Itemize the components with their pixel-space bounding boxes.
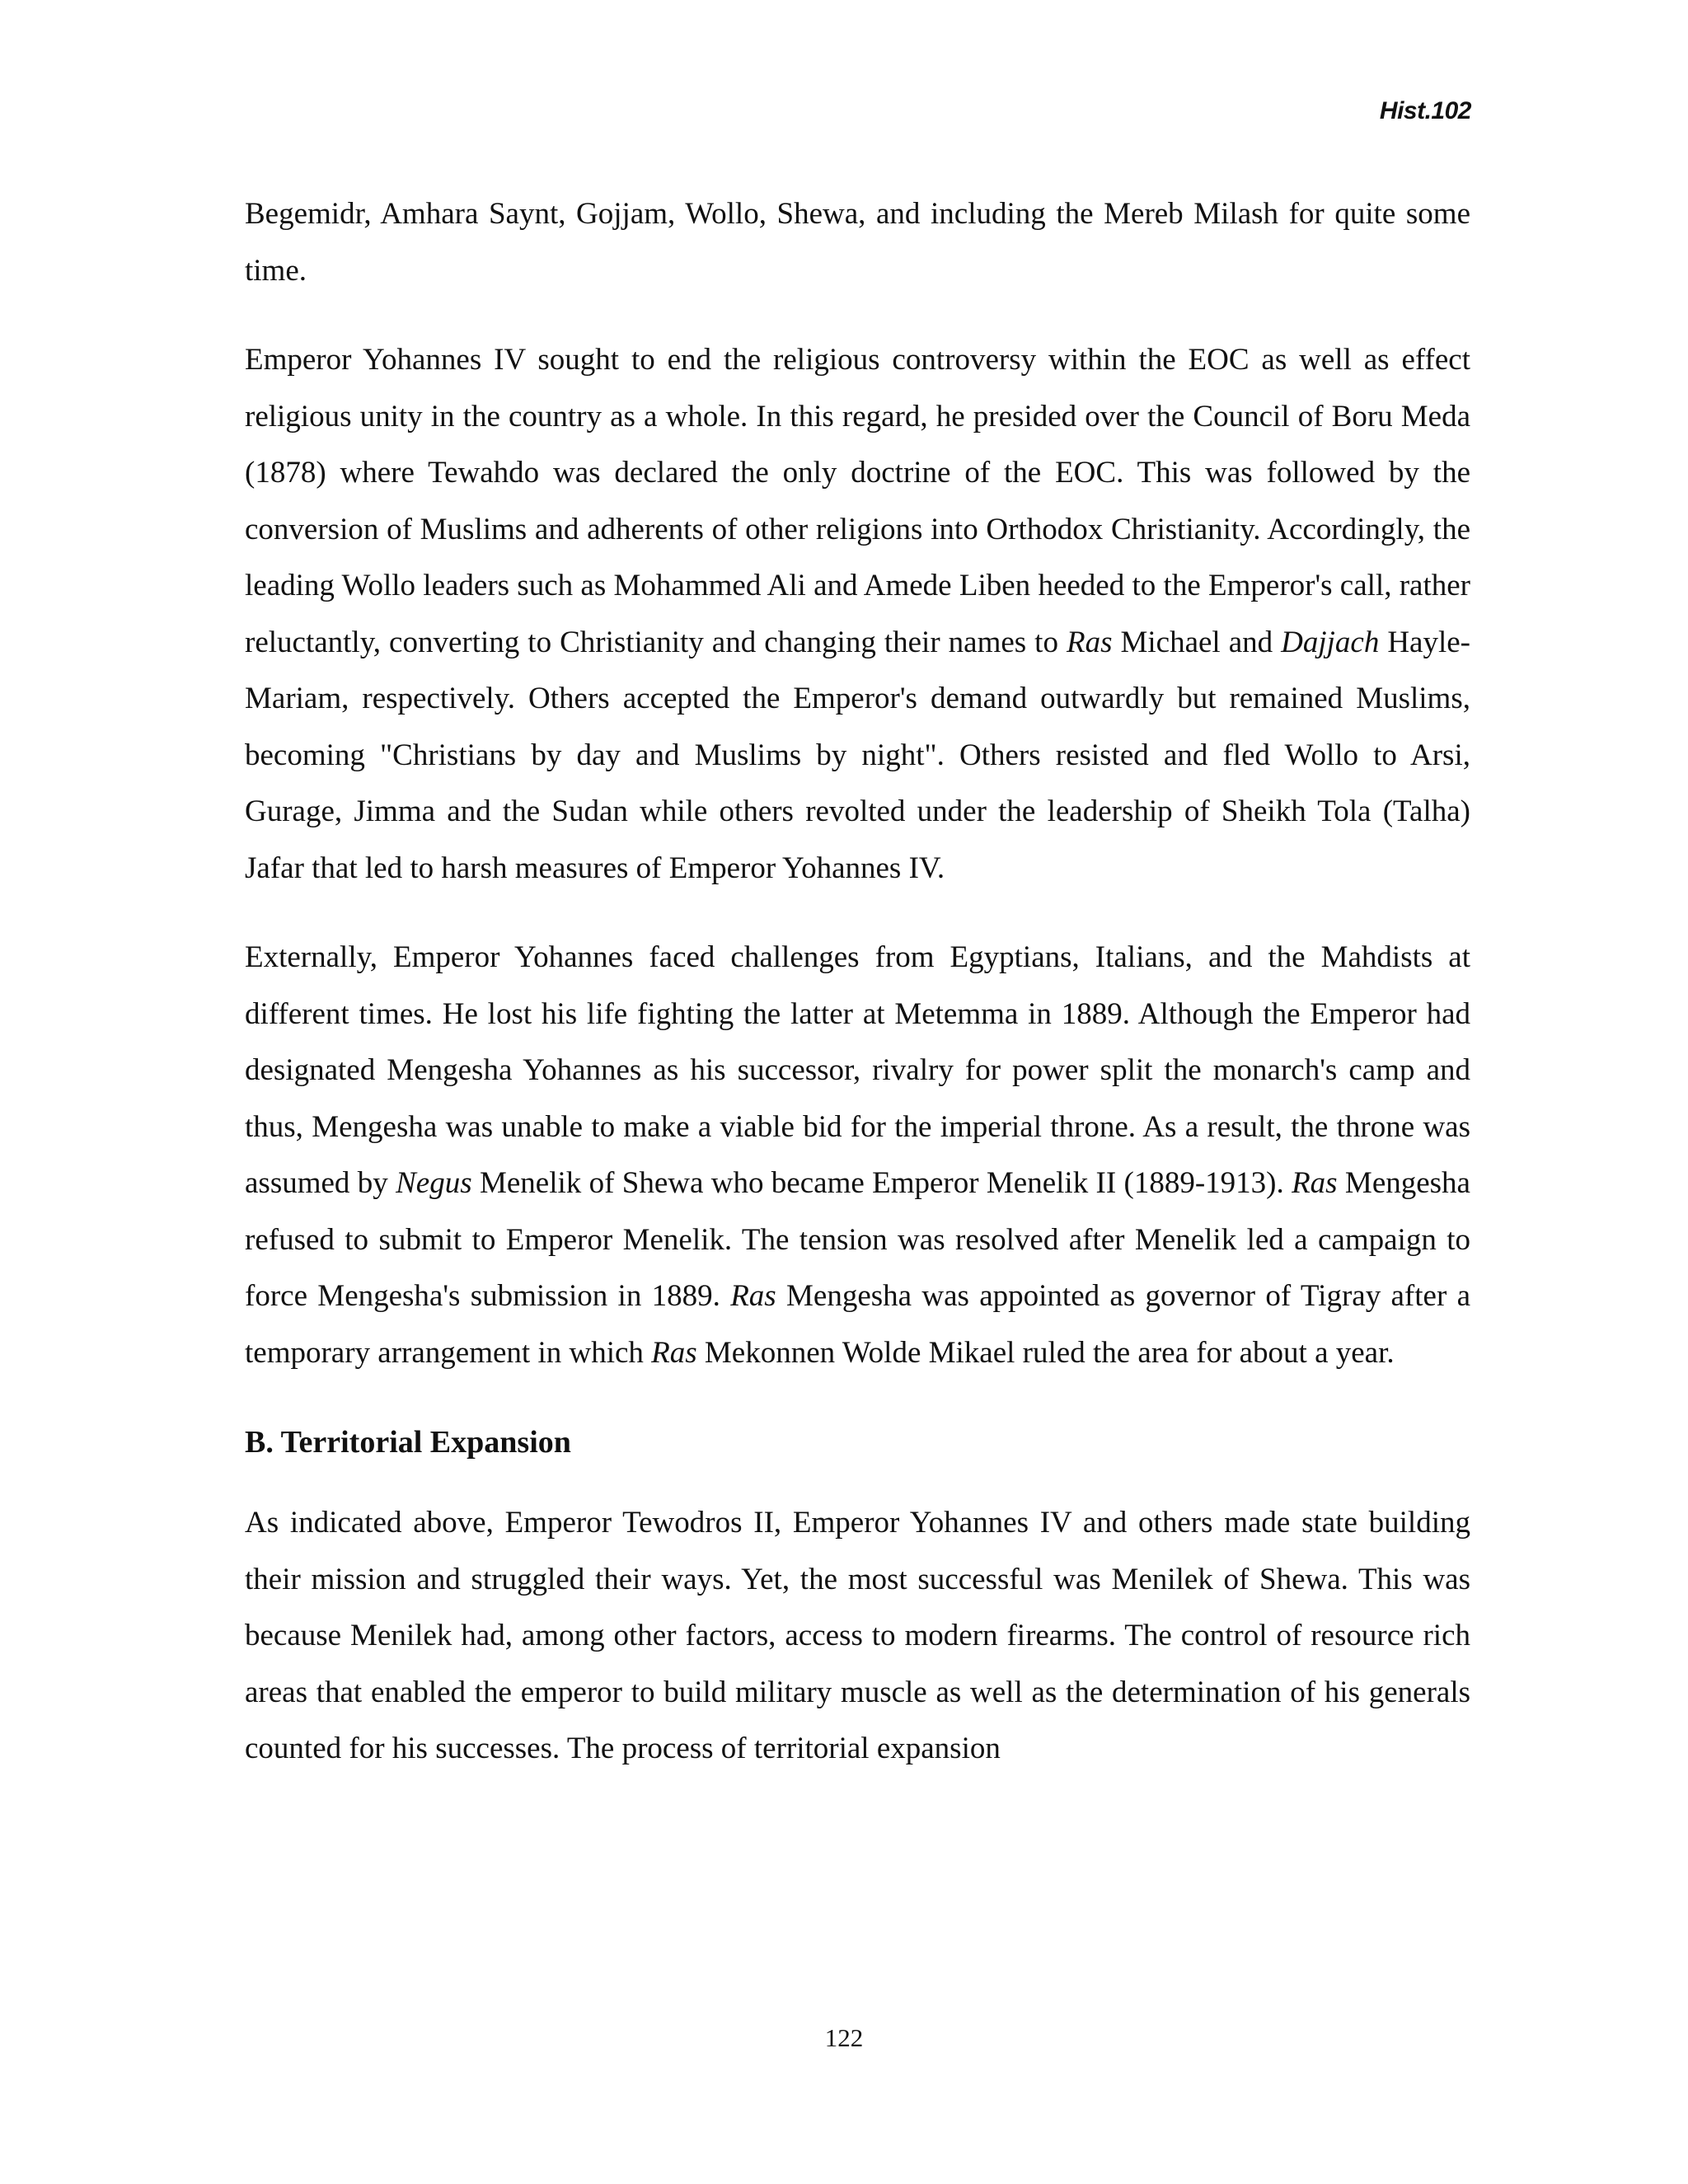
italic-term: Negus xyxy=(396,1166,472,1200)
italic-term: Ras xyxy=(1066,625,1113,659)
text-run: Mengesha refused to submit to Emperor Menelik. The tension was resolved after Menelik led a campaign to force Mengesha's submission in 1889. xyxy=(245,1166,1470,1313)
paragraph-religious-unity xyxy=(245,332,1470,897)
page-body xyxy=(245,186,1470,1811)
paragraph-territories xyxy=(245,186,1470,299)
italic-term: Ras xyxy=(730,1279,776,1313)
text-run: Michael and xyxy=(1112,625,1282,659)
text-run: Externally, Emperor Yohannes faced challenges from Egyptians, Italians, and the Mahdists at different times. He lost his life fighting the latter at Metemma in 1889. Although the Emperor had designated Mengesha Yohannes as his successor, rivalry for power split the monarch's camp and thus, Mengesha was unable to make a viable bid for the imperial throne. As a result, the throne was assumed by xyxy=(245,940,1470,1200)
italic-term: Ras xyxy=(651,1335,697,1370)
text-run: Menelik of Shewa who became Emperor Menelik II (1889-1913). xyxy=(471,1166,1292,1200)
paragraph-external-challenges xyxy=(245,930,1470,1381)
text-run: Begemidr, Amhara Saynt, Gojjam, Wollo, Shewa, and including the Mereb Milash for quite some time. xyxy=(245,197,1470,288)
text-run: Mengesha was appointed as governor of Tigray after a temporary arrangement in which xyxy=(245,1279,1470,1370)
text-run: Emperor Yohannes IV sought to end the religious controversy within the EOC as well as effect religious unity in the country as a whole. In this regard, he presided over the Council of Boru Meda (1878) where Tewahdo was declared the only doctrine of the EOC. This was followed by the conversion of Muslims and adherents of other religions into Orthodox Christianity. Accordingly, the leading Wollo leaders such as Mohammed Ali and Amede Liben heeded to the Emperor's call, rather reluctantly, converting to Christianity and changing their names to xyxy=(245,343,1470,659)
text-run: Mekonnen Wolde Mikael ruled the area for about a year. xyxy=(696,1335,1395,1370)
running-header-course-code: Hist.102 xyxy=(1379,97,1471,124)
italic-term: Dajjach xyxy=(1281,625,1380,659)
paragraph-territorial-expansion: As indicated above, Emperor Tewodros II, Emperor Yohannes IV and others made state building their mission and struggled their ways. Yet, the most successful was Menilek of Shewa. This was because Menilek had, among other factors, access to modern firearms. The control of resource rich areas that enabled the emperor to build military muscle as well as the determination of his generals counted for his successes. The process of territorial expansion xyxy=(245,1506,1470,1765)
italic-term: Ras xyxy=(1292,1166,1338,1200)
section-heading: B. Territorial Expansion xyxy=(245,1425,571,1460)
text-run: Hayle-Mariam, respectively. Others accepted the Emperor's demand outwardly but remained Muslims, becoming "Christians by day and Muslims by night". Others resisted and fled Wollo to Arsi, Gurage, Jimma and the Sudan while others revolted under the leadership of Sheikh Tola (Talha) Jafar that led to harsh measures of Emperor Yohannes IV. xyxy=(245,625,1470,885)
page-number: 122 xyxy=(824,2023,864,2052)
